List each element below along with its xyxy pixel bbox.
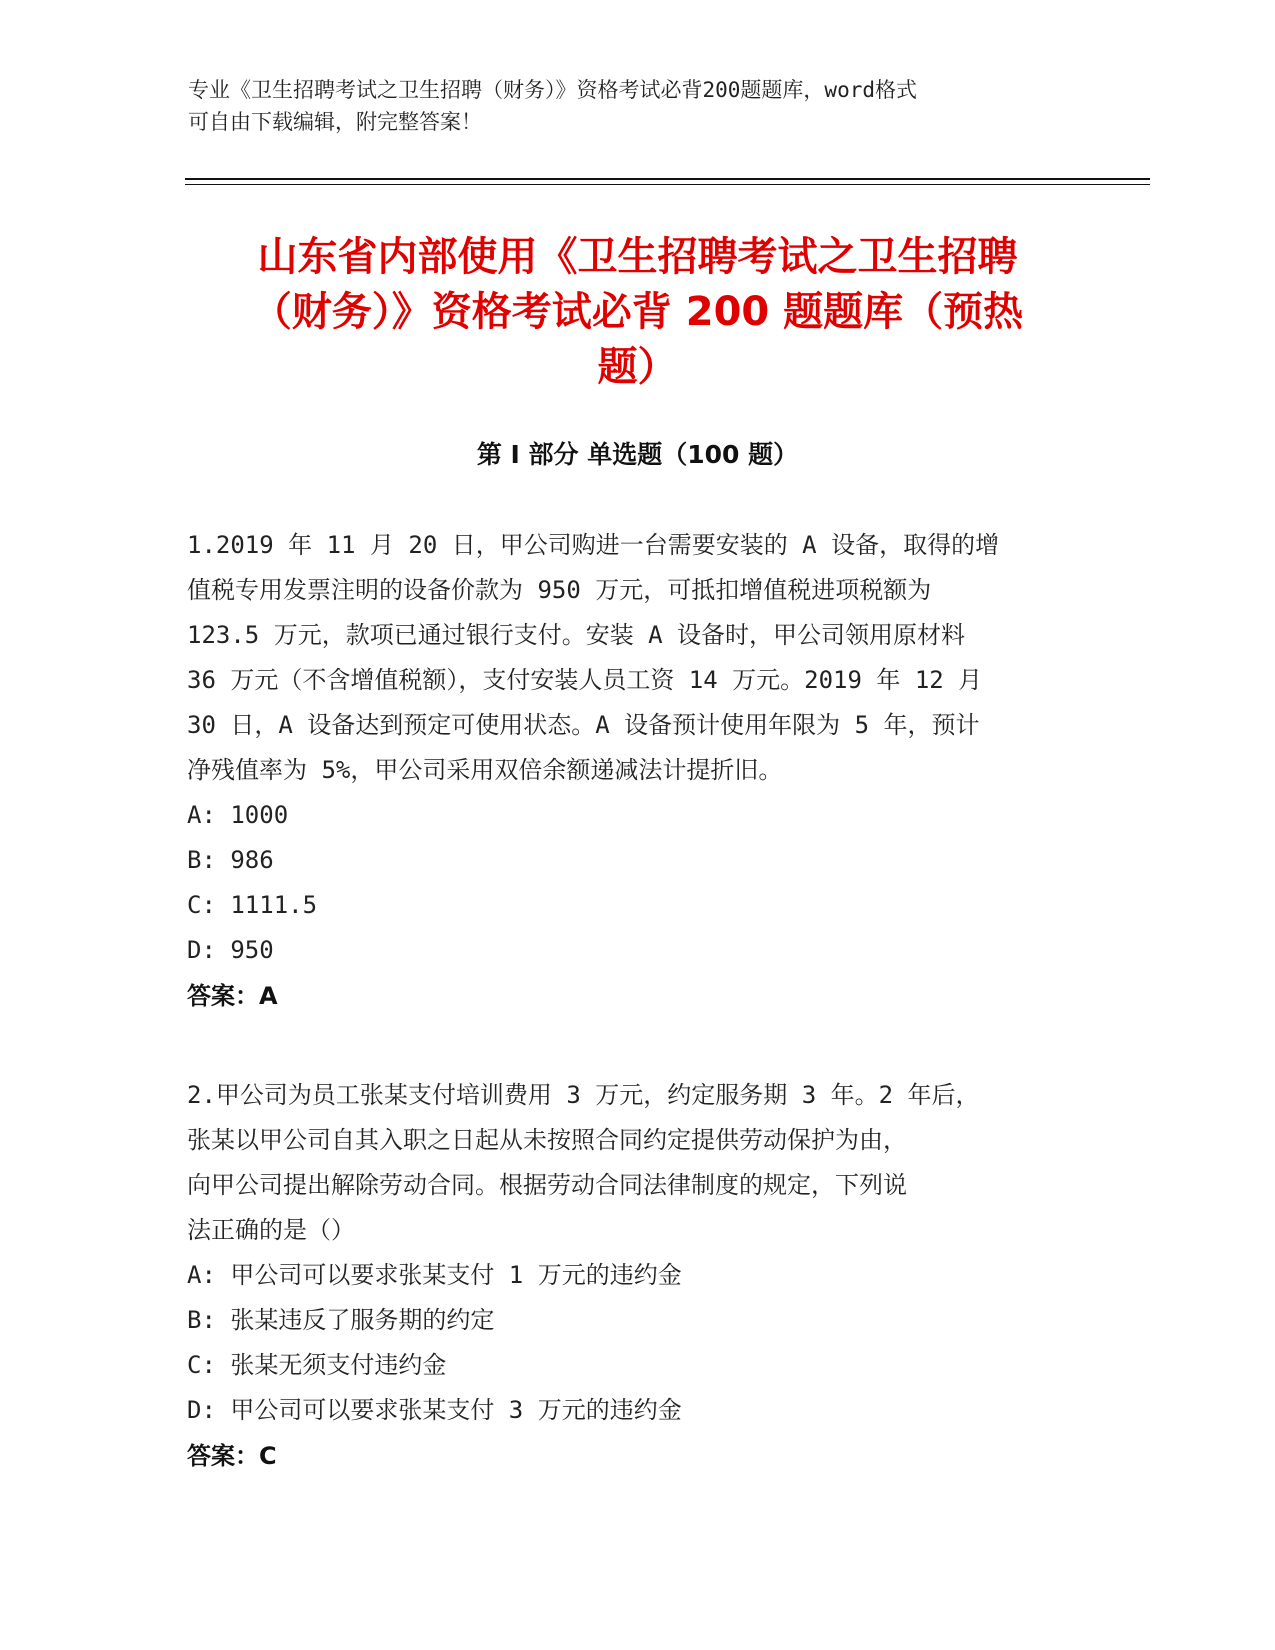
document-title [185, 230, 1090, 395]
answer: 答案：C [187, 1442, 277, 1470]
title-line-1: 山东省内部使用《卫生招聘考试之卫生招聘 [257, 234, 1018, 280]
stem-line: 向甲公司提出解除劳动合同。根据劳动合同法律制度的规定，下列说 [187, 1171, 907, 1199]
header-note [188, 74, 1088, 138]
stem-line: 123.5 万元，款项已通过银行支付。安装 A 设备时，甲公司领用原材料 [187, 621, 966, 649]
header-note-line-1: 专业《卫生招聘考试之卫生招聘（财务）》资格考试必背200题题库，word格式 [188, 78, 917, 102]
option-d: D: 950 [187, 936, 274, 964]
stem-line: 净残值率为 5%，甲公司采用双倍余额递减法计提折旧。 [187, 756, 783, 784]
title-line-2: （财务）》资格考试必背 200 题题库（预热 [251, 289, 1024, 335]
stem-line: 30 日，A 设备达到预定可使用状态。A 设备预计使用年限为 5 年，预计 [187, 711, 980, 739]
question-1 [187, 523, 1087, 1019]
stem-line: 2.甲公司为员工张某支付培训费用 3 万元，约定服务期 3 年。2 年后， [187, 1081, 980, 1109]
title-line-3: 题） [597, 344, 678, 390]
header-rule-thin [185, 184, 1150, 185]
option-a: A: 甲公司可以要求张某支付 1 万元的违约金 [187, 1261, 682, 1289]
option-c: C: 张某无须支付违约金 [187, 1351, 447, 1379]
header-note-line-2: 可自由下载编辑，附完整答案！ [188, 110, 482, 134]
header-rule-thick [185, 178, 1150, 180]
option-c: C: 1111.5 [187, 891, 318, 919]
stem-line: 1.2019 年 11 月 20 日，甲公司购进一台需要安装的 A 设备，取得的增 [187, 531, 1000, 559]
option-b: B: 张某违反了服务期的约定 [187, 1306, 495, 1334]
option-a: A: 1000 [187, 801, 289, 829]
stem-line: 法正确的是（） [187, 1216, 355, 1244]
option-d: D: 甲公司可以要求张某支付 3 万元的违约金 [187, 1396, 682, 1424]
stem-line: 值税专用发票注明的设备价款为 950 万元，可抵扣增值税进项税额为 [187, 576, 932, 604]
stem-line: 张某以甲公司自其入职之日起从未按照合同约定提供劳动保护为由， [187, 1126, 907, 1154]
option-b: B: 986 [187, 846, 274, 874]
answer: 答案：A [187, 982, 278, 1010]
question-2 [187, 1073, 1087, 1479]
section-heading: 第 I 部分 单选题（100 题） [476, 440, 799, 469]
stem-line: 36 万元（不含增值税额），支付安装人员工资 14 万元。2019 年 12 月 [187, 666, 983, 694]
question-stem [187, 1073, 1087, 1253]
question-stem [187, 523, 1087, 793]
